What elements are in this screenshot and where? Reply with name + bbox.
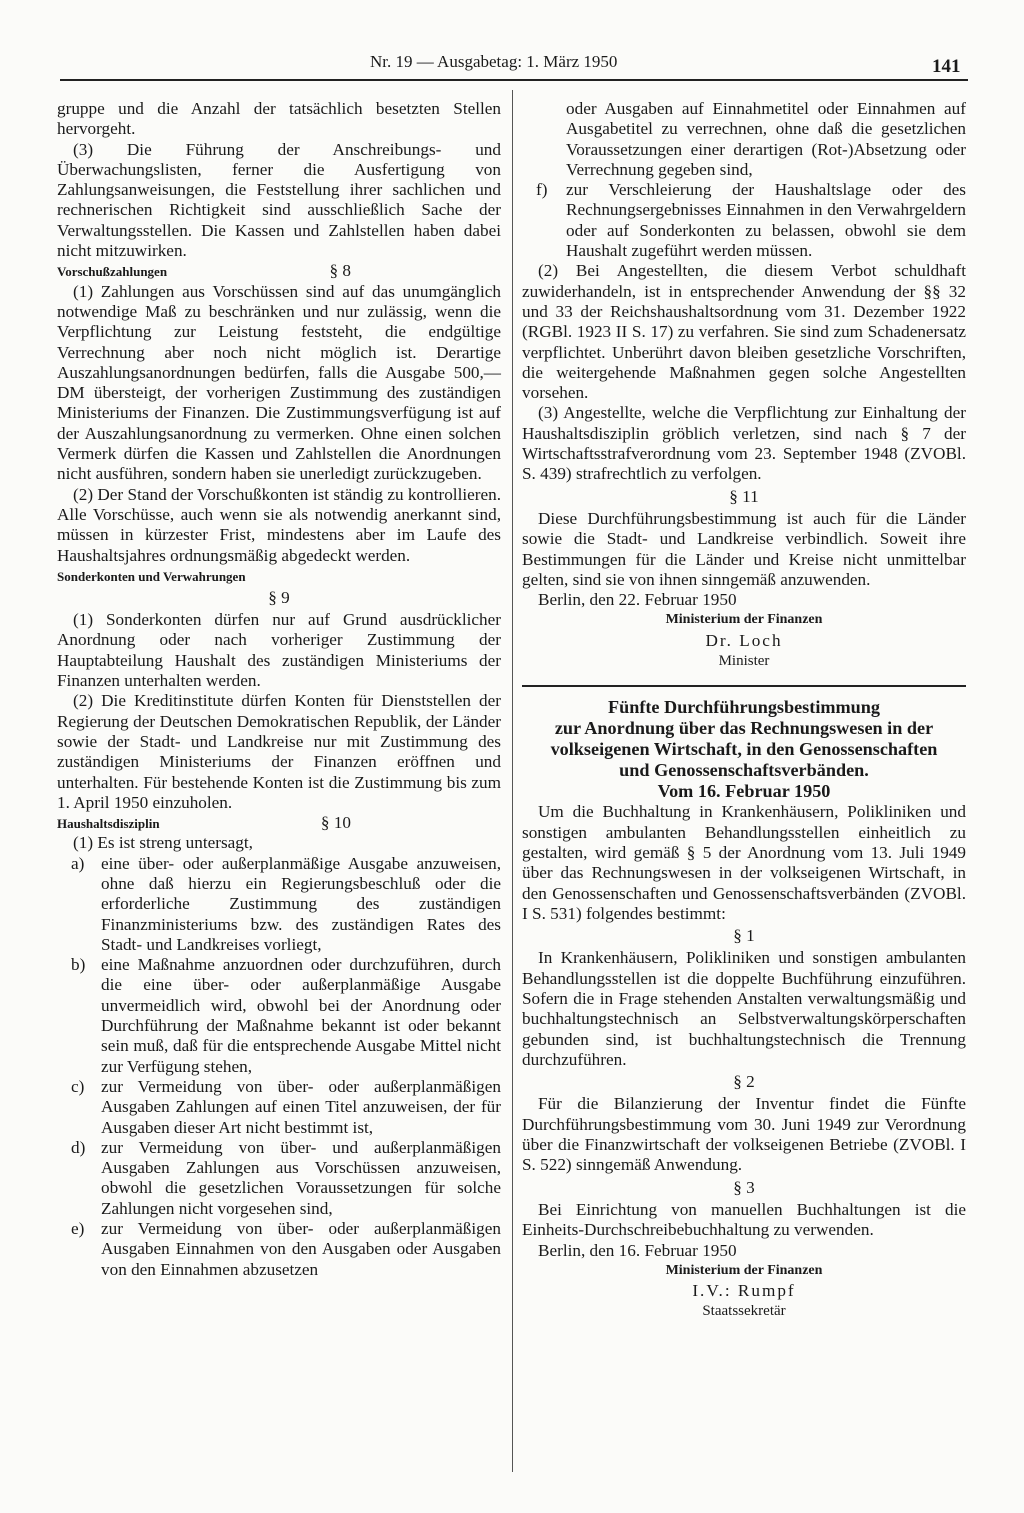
- place-date: Berlin, den 16. Februar 1950: [538, 1240, 737, 1260]
- title-line: zur Anordnung über das Rechnungswesen in der: [554, 718, 934, 739]
- signer-name: I.V.: Rumpf: [692, 1281, 796, 1301]
- list-item: [57, 955, 501, 1077]
- paragraph: In Krankenhäusern, Polikliniken und sonstigen ambulanten Behandlungsstellen ist die doppelte Buchführung einzuführen. Sofern die in Frage stehenden Anstalten verwaltungsmäßig und buchhaltungstechnisch an Selbstverwaltungskörperschaften gebunden sind, ist buchhaltungstechnisch die Trennung durchzuführen.: [522, 948, 966, 1069]
- page-number: 141: [932, 56, 961, 77]
- paragraph: (2) Bei Angestellten, die diesem Verbot schuldhaft zuwiderhandeln, ist in entsprechender Anwendung der §§ 32 und 33 der Reichshaushaltsordnung vom 31. Dezember 1922 (RGBl. 1923 II S. 17) zu verfahren. Sie sind zum Schadenersatz verpflichtet. Unberührt davon bleiben gesetzliche Vorschriften, die weitergehende Maßnahmen gegen solche Angestellten vorsehen.: [522, 261, 966, 403]
- section-9: § 9: [268, 587, 290, 607]
- heading-vorschusszahlungen: Vorschußzahlungen: [57, 264, 168, 280]
- section-1: § 1: [733, 926, 755, 946]
- title-line: volkseigenen Wirtschaft, in den Genossenschaften: [550, 739, 938, 760]
- paragraph: (1) Es ist streng untersagt,: [73, 833, 253, 853]
- item-text: zur Vermeidung von über- oder außerplanmäßigen Ausgaben Einnahmen von den Ausgaben oder Ausgaben von den Einnahmen abzusetzen: [101, 1219, 501, 1279]
- ministry-name: Ministerium der Finanzen: [665, 612, 823, 628]
- right-column: [522, 99, 966, 1322]
- section-11: § 11: [729, 486, 759, 506]
- item-text: zur Vermeidung von über- und außerplanmäßigen Ausgaben Zahlungen aus Vorschüssen anzuweisen, obwohl die gesetzlichen Voraussetzungen für solche Zahlungen nicht vorgesehen sind,: [101, 1137, 501, 1218]
- issue-line: Nr. 19 — Ausgabetag: 1. März 1950: [370, 52, 618, 71]
- paragraph: (3) Die Führung der Anschreibungs- und Überwachungslisten, ferner die Ausfertigung von Zahlungsanweisungen, die Feststellung ihrer sachlichen und rechnerischen Richtigkeit sind ausschließlich Sache der Verwaltungsstellen. Die Kassen und Zahlstellen haben dabei nicht mitzuwirken.: [57, 139, 501, 261]
- paragraph: gruppe und die Anzahl der tatsächlich besetzten Stellen hervorgeht.: [57, 99, 501, 139]
- signer-name: Dr. Loch: [705, 630, 783, 650]
- section-3: § 3: [733, 1177, 755, 1197]
- heading-haushaltsdisziplin: Haushaltsdisziplin: [57, 816, 160, 832]
- signer-role: Minister: [718, 653, 770, 670]
- ministry-name: Ministerium der Finanzen: [665, 1262, 823, 1278]
- signer-role: Staatssekretär: [702, 1303, 786, 1320]
- list-item: [522, 180, 966, 261]
- article-divider: [522, 685, 966, 687]
- item-label: c): [71, 1076, 85, 1096]
- header-rule: [60, 79, 968, 81]
- list-item: [57, 1077, 501, 1138]
- list-item: [57, 1219, 501, 1280]
- paragraph: Um die Buchhaltung in Krankenhäusern, Polikliniken und sonstigen ambulanten Behandlungsstellen einheitlich zu gestalten, wird gemäß § 5 der Anordnung vom 13. Juli 1949 über das Rechnungswesen in der volkseigenen Wirtschaft, in den Genossenschaften und Genossenschaftsverbänden (ZVOBl. I S. 531) folgendes bestimmt:: [522, 802, 966, 923]
- section-2: § 2: [733, 1072, 755, 1092]
- paragraph: Für die Bilanzierung der Inventur findet die Fünfte Durchführungsbestimmung vom 30. Juni 1949 zur Verordnung über die Finanzwirtschaft der volkseigenen Betriebe (ZVOBl. I S. 522) sinngemäß Anwendung.: [522, 1094, 966, 1175]
- item-text: zur Verschleierung der Haushaltslage oder des Rechnungsergebnisses Einnahmen in den Verwahrgeldern oder auf Sonderkonten zu belassen, obwohl sie dem Haushalt zugeführt werden müssen.: [566, 180, 966, 261]
- list-item-continued: [522, 99, 966, 180]
- item-text: zur Vermeidung von über- oder außerplanmäßigen Ausgaben Zahlungen auf einen Titel anzuweisen, der für Ausgaben dieser Art nicht bestimmt ist,: [101, 1076, 501, 1137]
- section-heading-row: [57, 261, 501, 281]
- paragraph: (3) Angestellte, welche die Verpflichtung zur Einhaltung der Haushaltsdisziplin gröblich verletzen, sind nach § 7 der Wirtschaftsstrafverordnung vom 23. September 1948 (ZVOBl. S. 439) strafrechtlich zu verfolgen.: [522, 403, 966, 484]
- place-date: Berlin, den 22. Februar 1950: [538, 590, 737, 610]
- paragraph: (2) Die Kreditinstitute dürfen Konten für Dienststellen der Regierung der Deutschen Demokratischen Republik, der Länder sowie der Stadt- und Landkreise nur mit Zustimmung des zuständigen Ministeriums der Finanzen eröffnen und unterhalten. Für bestehende Konten ist die Zustimmung bis zum 1. April 1950 einzuholen.: [57, 691, 501, 812]
- item-text: eine Maßnahme anzuordnen oder durchzuführen, durch die eine über- oder außerplanmäßige Ausgabe unvermeidlich wird, obwohl bei der Anordnung oder Durchführung der Maßnahme bekannt ist oder bekannt sein muß, daß für die entsprechende Ausgabe Mittel nicht zur Verfügung stehen,: [101, 955, 501, 1076]
- title-date: Vom 16. Februar 1950: [657, 781, 831, 802]
- item-label: a): [71, 853, 85, 873]
- title-line: und Genossenschaftsverbänden.: [619, 760, 869, 781]
- paragraph: (1) Zahlungen aus Vorschüssen sind auf das unumgänglich notwendige Maß zu beschränken und nur zulässig, wenn die Verpflichtung zur Leistung feststeht, die endgültige Verrechnung aber noch nicht möglich ist. Derartige Auszahlungsanordnungen bedürfen, falls die Ausgabe 500,— DM übersteigt, der vorherigen Zustimmung des zuständigen Ministeriums der Finanzen. Die Zustimmungsverfügung ist auf der Auszahlungsanordnung zu vermerken. Ohne einen solchen Vermerk dürfen die Kassen und Zahlstellen die Anordnungen nicht ausführen, sondern haben sie unerledigt zurückzugeben.: [57, 281, 501, 484]
- item-label: [522, 99, 566, 180]
- item-label: b): [71, 955, 86, 975]
- paragraph: (2) Der Stand der Vorschußkonten ist ständig zu kontrollieren. Alle Vorschüsse, auch wenn sie als notwendig anerkannt sind, müssen in kürzester Frist, mindestens aber im Laufe des Haushaltsjahres ordnungsmäßig abgedeckt werden.: [57, 484, 501, 565]
- list-item: [57, 1138, 501, 1219]
- item-label: e): [71, 1219, 85, 1239]
- item-text: oder Ausgaben auf Einnahmetitel oder Einnahmen auf Ausgabetitel zu verrechnen, ohne daß die gesetzlichen Voraussetzungen einer derartigen (Rot-)Absetzung oder Verrechnung gegeben sind,: [566, 99, 966, 179]
- list-item: [57, 854, 501, 955]
- page-header: [60, 52, 970, 77]
- paragraph: Diese Durchführungsbestimmung ist auch für die Länder sowie die Stadt- und Landkreise verbindlich. Soweit ihre Bestimmungen für die Länder und Kreise nicht unmittelbar gelten, sind sie von ihnen sinngemäß anzuwenden.: [522, 508, 966, 589]
- paragraph: Bei Einrichtung von manuellen Buchhaltungen ist die Einheits-Durchschreibebuchhaltung zu verwenden.: [522, 1199, 966, 1240]
- title-line: Fünfte Durchführungsbestimmung: [607, 697, 880, 718]
- left-column: [57, 99, 501, 1280]
- section-10: § 10: [320, 813, 351, 833]
- section-8: § 8: [329, 261, 351, 281]
- heading-sonderkonten: Sonderkonten und Verwahrungen: [57, 568, 246, 584]
- column-divider: [512, 90, 513, 1472]
- section-heading-row: [57, 813, 501, 833]
- item-text: eine über- oder außerplanmäßige Ausgabe anzuweisen, ohne daß hierzu ein Regierungsbeschluß oder die erforderliche Zustimmung des zuständigen Finanzministeriums bzw. des zuständigen Rates des Stadt- und Landkreises vorliegt,: [101, 853, 501, 954]
- item-label: f): [536, 180, 548, 200]
- paragraph: (1) Sonderkonten dürfen nur auf Grund ausdrücklicher Anordnung oder nach vorheriger Zustimmung der Hauptabteilung Haushalt des zuständigen Ministeriums der Finanzen unterhalten werden.: [57, 610, 501, 691]
- item-label: d): [71, 1137, 86, 1157]
